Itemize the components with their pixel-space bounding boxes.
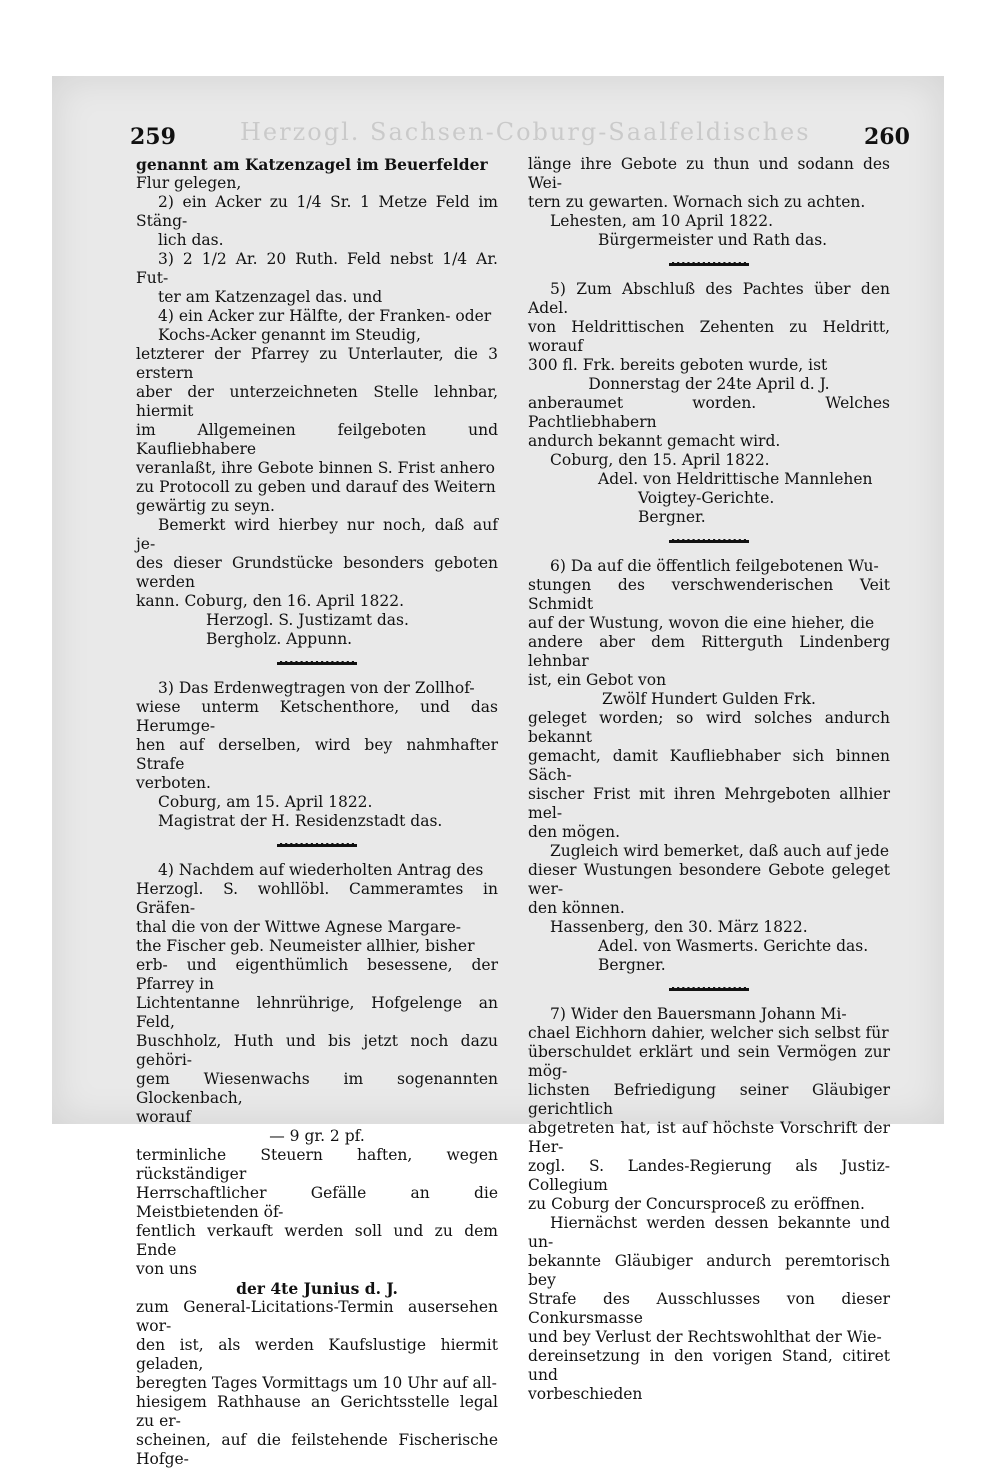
text-line: zu Protocoll zu geben und darauf des Weitern xyxy=(136,478,496,496)
left-column xyxy=(136,155,498,1469)
notice-7 xyxy=(528,1005,890,1404)
notice-3 xyxy=(136,679,498,831)
text-line: beregten Tages Vormittags um 10 Uhr auf all- xyxy=(136,1374,497,1392)
notice-5 xyxy=(528,280,890,527)
text-line: Kochs-Acker genannt im Steudig, xyxy=(158,326,421,344)
text-line: ter am Katzenzagel das. und xyxy=(158,288,383,306)
text-line: terminliche Steuern haften, wegen rückständiger xyxy=(136,1146,498,1183)
text-line: andurch bekannt gemacht wird. xyxy=(528,432,781,450)
text-line: erb- und eigenthümlich besessene, der Pfarrey in xyxy=(136,956,498,993)
text-line: gem Wiesenwachs im sogenannten Glockenbach, xyxy=(136,1070,498,1107)
text-line: vorbeschieden xyxy=(528,1385,643,1403)
text-line: Flur gelegen, xyxy=(136,174,242,192)
text-line: aber der unterzeichneten Stelle lehnbar, hiermit xyxy=(136,383,498,420)
notice-6 xyxy=(528,557,890,975)
text-line: 6) Da auf die öffentlich feilgebotenen Wu- xyxy=(550,557,879,575)
text-line: thal die von der Wittwe Agnese Margare- xyxy=(136,918,462,936)
text-line: lichsten Befriedigung seiner Gläubiger gerichtlich xyxy=(528,1081,890,1118)
section-divider xyxy=(669,539,749,543)
section-divider xyxy=(669,987,749,991)
text-line: hen auf derselben, wird bey nahmhafter Strafe xyxy=(136,736,498,773)
text-line: dieser Wustungen besondere Gebote geleget wer- xyxy=(528,861,890,898)
text-line: sischer Frist mit ihren Mehrgeboten allhier mel- xyxy=(528,785,890,822)
signature-line: Herzogl. S. Justizamt das. xyxy=(206,611,409,629)
page-number-left: 259 xyxy=(130,124,176,150)
signature-line: Adel. von Wasmerts. Gerichte das. xyxy=(598,937,869,955)
text-line: scheinen, auf die feilstehende Fischerische Hofge- xyxy=(136,1431,498,1468)
text-line: geleget worden; so wird solches andurch bekannt xyxy=(528,709,890,746)
date-line: Donnerstag der 24te April d. J. xyxy=(588,375,830,393)
section-divider xyxy=(669,262,749,266)
text-line: lich das. xyxy=(158,231,224,249)
text-line: genannt am Katzenzagel im Beuerfelder xyxy=(136,155,488,174)
text-line: andere aber dem Ritterguth Lindenberg lehnbar xyxy=(528,633,890,670)
text-line: anberaumet worden. Welches Pachtliebhabern xyxy=(528,394,890,431)
text-line: zogl. S. Landes-Regierung als Justiz-Collegium xyxy=(528,1157,890,1194)
amount-line: — 9 gr. 2 pf. xyxy=(269,1127,365,1145)
text-line: 4) ein Acker zur Hälfte, der Franken- oder xyxy=(158,307,492,325)
text-line: 4) Nachdem auf wiederholten Antrag des xyxy=(158,861,484,879)
text-line: Herrschaftlicher Gefälle an die Meistbietenden öf- xyxy=(136,1184,498,1221)
text-line: chael Eichhorn dahier, welcher sich selbst für xyxy=(528,1024,889,1042)
signature-line: Bürgermeister und Rath das. xyxy=(598,231,828,249)
text-line: zum General-Licitations-Termin ausersehen wor- xyxy=(136,1298,498,1335)
text-line: Lichtentanne lehnrührige, Hofgelenge an Feld, xyxy=(136,994,498,1031)
text-line: hiesigem Rathhause an Gerichtsstelle legal zu er- xyxy=(136,1393,498,1430)
text-line: veranlaßt, ihre Gebote binnen S. Frist anhero xyxy=(136,459,495,477)
bleed-through-text: Herzogl. Sachsen-Coburg-Saalfeldisches xyxy=(240,118,811,146)
text-line: ist, ein Gebot von xyxy=(528,671,667,689)
text-line: gewärtig zu seyn. xyxy=(136,497,275,515)
signature-line: Adel. von Heldrittische Mannlehen xyxy=(598,470,873,488)
text-line: den können. xyxy=(528,899,625,917)
text-line: länge ihre Gebote zu thun und sodann des Wei- xyxy=(528,155,890,192)
text-line: stungen des verschwenderischen Veit Schmidt xyxy=(528,576,890,613)
text-line: 2) ein Acker zu 1/4 Sr. 1 Metze Feld im Stäng- xyxy=(136,193,498,230)
section-divider xyxy=(277,661,357,665)
text-line: tern zu gewarten. Wornach sich zu achten. xyxy=(528,193,866,211)
text-line: worauf xyxy=(136,1108,191,1126)
signature-line: Bergner. xyxy=(638,508,706,526)
text-line: letzterer der Pfarrey zu Unterlauter, die 3 erstern xyxy=(136,345,498,382)
text-line: Hiernächst werden dessen bekannte und un- xyxy=(528,1214,890,1251)
text-line: Coburg, am 15. April 1822. xyxy=(158,793,373,811)
text-line: Bemerkt wird hierbey nur noch, daß auf je- xyxy=(136,516,498,553)
text-line: auf der Wustung, wovon die eine hieher, die xyxy=(528,614,875,632)
right-column xyxy=(528,155,890,1404)
signature-line: Bergholz. Appunn. xyxy=(206,630,353,648)
signature-line: Voigtey-Gerichte. xyxy=(638,489,775,507)
notice-1-continuation xyxy=(136,155,498,649)
page-number-right: 260 xyxy=(864,124,910,150)
amount-line: Zwölf Hundert Gulden Frk. xyxy=(602,690,816,708)
text-line: von Heldrittischen Zehenten zu Heldritt, worauf xyxy=(528,318,890,355)
text-line: Herzogl. S. wohllöbl. Cammeramtes in Gräfen- xyxy=(136,880,498,917)
text-line: 5) Zum Abschluß des Pachtes über den Adel. xyxy=(528,280,890,317)
text-line: Lehesten, am 10 April 1822. xyxy=(550,212,774,230)
text-line: überschuldet erklärt und sein Vermögen zur mög- xyxy=(528,1043,890,1080)
text-line: im Allgemeinen feilgeboten und Kaufliebhabere xyxy=(136,421,498,458)
text-line: 300 fl. Frk. bereits geboten wurde, ist xyxy=(528,356,828,374)
date-line: der 4te Junius d. J. xyxy=(236,1279,398,1298)
notice-4-continuation xyxy=(528,155,890,250)
text-line: von uns xyxy=(136,1260,197,1278)
text-line: Coburg, den 15. April 1822. xyxy=(550,451,770,469)
text-line: gemacht, damit Kaufliebhaber sich binnen Säch- xyxy=(528,747,890,784)
text-line: abgetreten hat, ist auf höchste Vorschrift der Her- xyxy=(528,1119,890,1156)
text-line: Hassenberg, den 30. März 1822. xyxy=(550,918,808,936)
text-line: 3) Das Erdenwegtragen von der Zollhof- xyxy=(158,679,475,697)
text-line: verboten. xyxy=(136,774,211,792)
signature-line: Bergner. xyxy=(598,956,666,974)
text-line: fentlich verkauft werden soll und zu dem Ende xyxy=(136,1222,498,1259)
text-line: 7) Wider den Bauersmann Johann Mi- xyxy=(550,1005,847,1023)
text-line: des dieser Grundstücke besonders geboten werden xyxy=(136,554,498,591)
text-line: wiese unterm Ketschenthore, und das Herumge- xyxy=(136,698,498,735)
text-line: 3) 2 1/2 Ar. 20 Ruth. Feld nebst 1/4 Ar. Fut- xyxy=(136,250,498,287)
text-line: den ist, als werden Kaufslustige hiermit geladen, xyxy=(136,1336,498,1373)
text-line: den mögen. xyxy=(528,823,621,841)
signature-line: Magistrat der H. Residenzstadt das. xyxy=(158,812,443,830)
text-line: zu Coburg der Concursproceß zu eröffnen. xyxy=(528,1195,865,1213)
text-line: Strafe des Ausschlusses von dieser Conkursmasse xyxy=(528,1290,890,1327)
text-line: kann. Coburg, den 16. April 1822. xyxy=(136,592,405,610)
section-divider xyxy=(277,843,357,847)
text-line: bekannte Gläubiger andurch peremtorisch bey xyxy=(528,1252,890,1289)
notice-4 xyxy=(136,861,498,1469)
text-line: Zugleich wird bemerket, daß auch auf jede xyxy=(550,842,890,860)
text-line: the Fischer geb. Neumeister allhier, bisher xyxy=(136,937,475,955)
text-line: und bey Verlust der Rechtswohlthat der Wie- xyxy=(528,1328,882,1346)
text-line: dereinsetzung in den vorigen Stand, citiret und xyxy=(528,1347,890,1384)
text-line: Buschholz, Huth und bis jetzt noch dazu gehöri- xyxy=(136,1032,498,1069)
